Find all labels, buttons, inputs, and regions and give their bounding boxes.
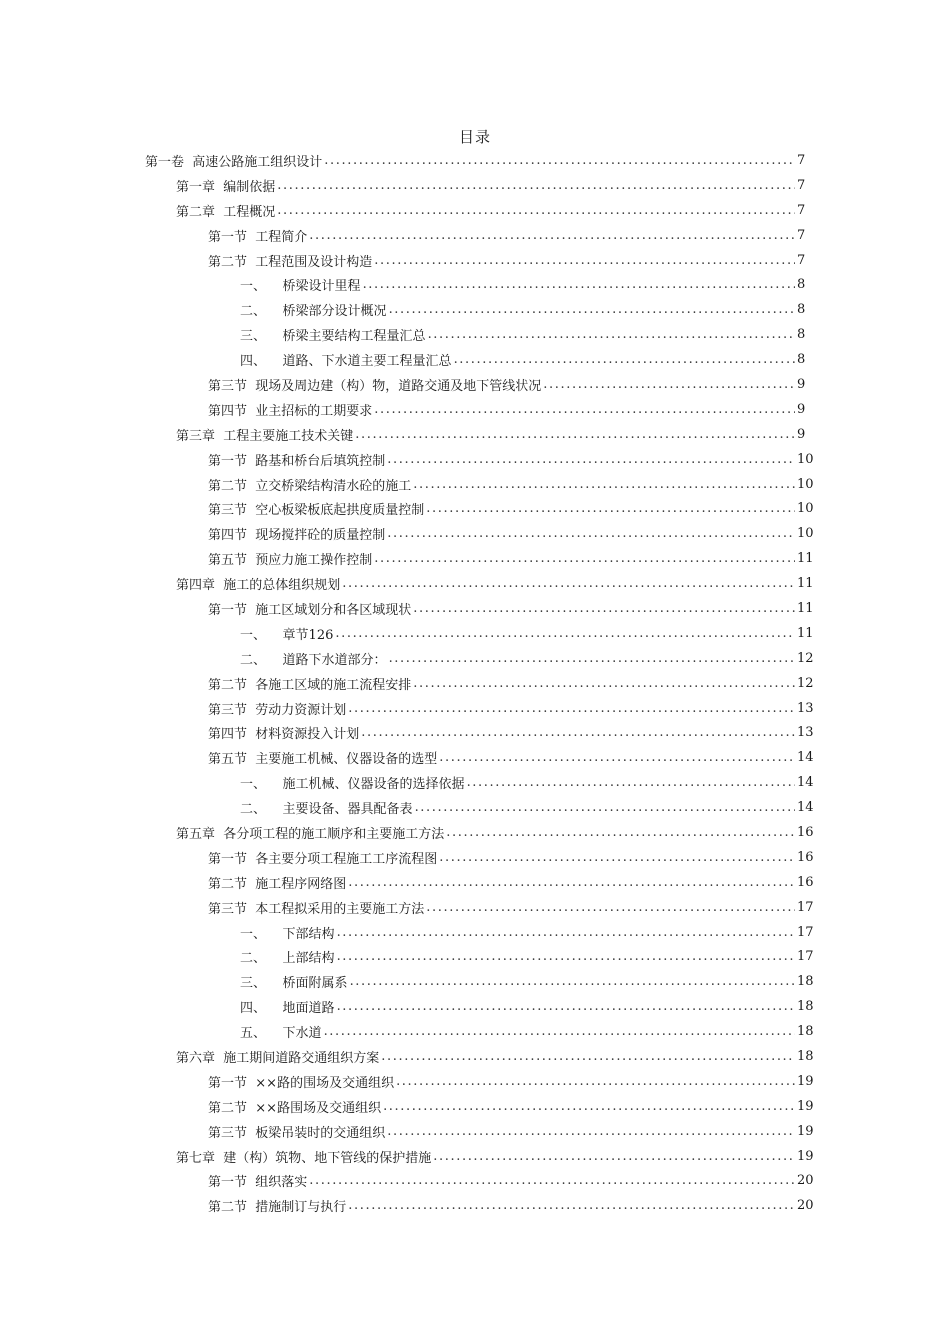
entry-number: 第四节 — [208, 403, 248, 419]
entry-title: 地面道路 — [282, 1001, 335, 1017]
dot-leader — [467, 775, 795, 790]
dot-leader — [348, 875, 795, 890]
entry-page-number: 19 — [797, 1148, 814, 1164]
entry-page-number: 10 — [797, 501, 814, 517]
dot-leader — [337, 949, 795, 964]
entry-gap — [247, 501, 255, 516]
entry-page-number: 10 — [797, 526, 814, 542]
entry-title: 桥面附属系 — [282, 976, 348, 992]
dot-leader — [309, 1173, 795, 1188]
toc-entry[interactable] — [0, 770, 950, 795]
entry-title: 主要施工机械、仪器设备的选型 — [255, 752, 438, 768]
entry-number: 第一节 — [208, 851, 248, 867]
entry-number: 第一节 — [208, 1075, 248, 1091]
entry-number: 第二节 — [208, 677, 248, 693]
entry-title: 施工机械、仪器设备的选择依据 — [282, 777, 465, 793]
entry-page-number: 17 — [797, 899, 814, 915]
entry-gap — [247, 551, 255, 566]
entry-title: 工程主要施工技术关键 — [223, 428, 354, 444]
entry-gap — [266, 974, 283, 989]
dot-leader — [363, 277, 795, 292]
entry-gap — [247, 377, 255, 392]
entry-page-number: 18 — [797, 1024, 814, 1040]
dot-leader — [337, 925, 795, 940]
toc-entry[interactable] — [0, 945, 950, 970]
toc-entry[interactable] — [0, 845, 950, 870]
entry-number: 二、 — [240, 951, 267, 967]
dot-leader — [381, 1049, 795, 1064]
entry-number: 二、 — [240, 802, 267, 818]
entry-gap — [247, 402, 255, 417]
entry-number: 第三节 — [208, 378, 248, 394]
entry-number: 第二节 — [208, 1100, 248, 1116]
entry-number: 五、 — [240, 1026, 267, 1042]
entry-page-number: 10 — [797, 451, 814, 467]
entry-page-number: 14 — [797, 775, 814, 791]
entry-gap — [247, 750, 255, 765]
toc-entry[interactable] — [0, 272, 950, 297]
toc-entry[interactable] — [0, 447, 950, 472]
dot-leader — [387, 526, 795, 541]
entry-page-number: 7 — [797, 152, 806, 168]
toc-entry[interactable] — [0, 1094, 950, 1119]
entry-title: 工程概况 — [223, 204, 276, 220]
dot-leader — [413, 676, 795, 691]
entry-gap — [247, 228, 255, 243]
entry-title: 下部结构 — [282, 926, 335, 942]
dot-leader — [361, 725, 795, 740]
toc-entry[interactable] — [0, 820, 950, 845]
entry-gap — [215, 1049, 223, 1064]
entry-title: 业主招标的工期要求 — [255, 403, 373, 419]
entry-number: 第三章 — [176, 428, 216, 444]
entry-page-number: 8 — [797, 302, 806, 318]
toc-entry[interactable] — [0, 920, 950, 945]
toc-entry[interactable] — [0, 248, 950, 273]
toc-entry[interactable] — [0, 571, 950, 596]
dot-leader — [355, 427, 795, 442]
entry-number: 第二章 — [176, 204, 216, 220]
dot-leader — [374, 402, 795, 417]
entry-page-number: 16 — [797, 824, 814, 840]
toc-entry[interactable] — [0, 646, 950, 671]
toc-entry[interactable] — [0, 795, 950, 820]
entry-title: 下水道 — [282, 1026, 322, 1042]
entry-gap — [215, 1149, 223, 1164]
toc-entry[interactable] — [0, 621, 950, 646]
entry-number: 第二节 — [208, 254, 248, 270]
entry-number: 第一节 — [208, 1175, 248, 1191]
entry-title: 预应力施工操作控制 — [255, 553, 373, 569]
entry-page-number: 17 — [797, 949, 814, 965]
entry-gap — [266, 277, 283, 292]
dot-leader — [454, 352, 795, 367]
entry-gap — [215, 576, 223, 591]
entry-title: 道路、下水道主要工程量汇总 — [282, 354, 452, 370]
entry-number: 一、 — [240, 926, 267, 942]
toc-entry[interactable] — [0, 870, 950, 895]
dot-leader — [348, 701, 795, 716]
entry-title: 组织落实 — [255, 1175, 308, 1191]
entry-number: 第三节 — [208, 1125, 248, 1141]
entry-title: 施工区域划分和各区域现状 — [255, 602, 412, 618]
entry-title: 路基和桥台后填筑控制 — [255, 453, 386, 469]
toc-entry[interactable] — [0, 720, 950, 745]
toc-title: 目录 — [458, 128, 491, 146]
entry-number: 第一节 — [208, 229, 248, 245]
entry-gap — [266, 999, 283, 1014]
entry-page-number: 11 — [797, 625, 814, 641]
toc-entry[interactable] — [0, 173, 950, 198]
toc-entry[interactable] — [0, 347, 950, 372]
entry-gap — [266, 1024, 283, 1039]
entry-gap — [247, 477, 255, 492]
dot-leader — [446, 825, 795, 840]
entry-title: 措施制订与执行 — [255, 1200, 347, 1216]
entry-page-number: 18 — [797, 974, 814, 990]
entry-page-number: 20 — [797, 1198, 814, 1214]
dot-leader — [277, 178, 795, 193]
toc-entry[interactable] — [0, 397, 950, 422]
entry-title: 施工程序网络图 — [255, 876, 347, 892]
toc-entry[interactable] — [0, 198, 950, 223]
entry-title: 建（构）筑物、地下管线的保护措施 — [223, 1150, 432, 1166]
entry-gap — [247, 1124, 255, 1139]
toc-entry[interactable] — [0, 994, 950, 1019]
dot-leader — [335, 626, 795, 641]
toc-entry[interactable] — [0, 297, 950, 322]
entry-title: 各施工区域的施工流程安排 — [255, 677, 412, 693]
entry-title: 上部结构 — [282, 951, 335, 967]
dot-leader — [324, 153, 795, 168]
toc-entry[interactable] — [0, 745, 950, 770]
entry-number: 第一章 — [176, 179, 216, 195]
dot-leader — [387, 452, 795, 467]
toc-entry[interactable] — [0, 148, 950, 173]
entry-page-number: 12 — [797, 650, 814, 666]
entry-title: 章节126 — [282, 627, 334, 643]
entry-page-number: 8 — [797, 277, 806, 293]
entry-title: 工程范围及设计构造 — [255, 254, 373, 270]
entry-title: 板梁吊装时的交通组织 — [255, 1125, 386, 1141]
toc-entry[interactable] — [0, 521, 950, 546]
dot-leader — [415, 800, 795, 815]
entry-number: 第二节 — [208, 876, 248, 892]
entry-title: 工程简介 — [255, 229, 308, 245]
entry-gap — [247, 253, 255, 268]
entry-title: ××路围场及交通组织 — [255, 1100, 382, 1116]
dot-leader — [350, 974, 795, 989]
entry-number: 第三节 — [208, 503, 248, 519]
entry-page-number: 10 — [797, 476, 814, 492]
entry-gap — [215, 825, 223, 840]
entry-number: 三、 — [240, 329, 267, 345]
entry-number: 第七章 — [176, 1150, 216, 1166]
entry-number: 第一节 — [208, 453, 248, 469]
entry-gap — [247, 875, 255, 890]
entry-number: 一、 — [240, 627, 267, 643]
toc-entry[interactable] — [0, 969, 950, 994]
entry-gap — [266, 327, 283, 342]
dot-leader — [543, 377, 795, 392]
entry-gap — [266, 925, 283, 940]
entry-number: 第一卷 — [145, 154, 185, 170]
entry-page-number: 7 — [797, 177, 806, 193]
entry-page-number: 8 — [797, 327, 806, 343]
entry-page-number: 9 — [797, 426, 806, 442]
entry-gap — [247, 1074, 255, 1089]
entry-page-number: 20 — [797, 1173, 814, 1189]
entry-gap — [266, 800, 283, 815]
entry-title: 本工程拟采用的主要施工方法 — [255, 901, 425, 917]
entry-number: 第四章 — [176, 578, 216, 594]
entry-number: 二、 — [240, 652, 267, 668]
entry-page-number: 13 — [797, 700, 814, 716]
entry-number: 第五节 — [208, 553, 248, 569]
entry-page-number: 7 — [797, 227, 806, 243]
entry-gap — [247, 452, 255, 467]
entry-number: 第四节 — [208, 528, 248, 544]
entry-page-number: 9 — [797, 401, 806, 417]
toc-list — [0, 148, 950, 1218]
dot-leader — [277, 203, 795, 218]
entry-page-number: 18 — [797, 999, 814, 1015]
entry-gap — [215, 178, 223, 193]
entry-gap — [266, 626, 283, 641]
toc-entry[interactable] — [0, 1069, 950, 1094]
dot-leader — [383, 1099, 795, 1114]
toc-entry[interactable] — [0, 1019, 950, 1044]
entry-page-number: 19 — [797, 1098, 814, 1114]
entry-number: 第二节 — [208, 1200, 248, 1216]
toc-entry[interactable] — [0, 1169, 950, 1194]
entry-gap — [247, 725, 255, 740]
entry-page-number: 16 — [797, 874, 814, 890]
entry-gap — [247, 526, 255, 541]
toc-entry[interactable] — [0, 223, 950, 248]
dot-leader — [324, 1024, 795, 1039]
entry-page-number: 19 — [797, 1073, 814, 1089]
entry-title: 空心板梁板底起拱度质量控制 — [255, 503, 425, 519]
entry-gap — [215, 427, 223, 442]
toc-entry[interactable] — [0, 895, 950, 920]
entry-gap — [247, 850, 255, 865]
toc-entry[interactable] — [0, 1193, 950, 1218]
toc-entry[interactable] — [0, 1044, 950, 1069]
entry-gap — [266, 302, 283, 317]
dot-leader — [374, 551, 795, 566]
toc-entry[interactable] — [0, 496, 950, 521]
entry-gap — [247, 900, 255, 915]
entry-title: 主要设备、器具配备表 — [282, 802, 413, 818]
entry-title: 材料资源投入计划 — [255, 727, 360, 743]
entry-title: 施工的总体组织规划 — [223, 578, 341, 594]
dot-leader — [337, 999, 795, 1014]
toc-entry[interactable] — [0, 1119, 950, 1144]
entry-page-number: 9 — [797, 376, 806, 392]
toc-entry[interactable] — [0, 696, 950, 721]
entry-page-number: 11 — [797, 551, 814, 567]
entry-title: 编制依据 — [223, 179, 276, 195]
entry-number: 四、 — [240, 354, 267, 370]
entry-gap — [247, 1099, 255, 1114]
entry-gap — [266, 949, 283, 964]
dot-leader — [396, 1074, 795, 1089]
entry-number: 一、 — [240, 777, 267, 793]
entry-gap — [247, 701, 255, 716]
entry-title: 桥梁设计里程 — [282, 279, 361, 295]
dot-leader — [433, 1149, 795, 1164]
dot-leader — [426, 501, 795, 516]
entry-gap — [266, 651, 283, 666]
entry-title: 立交桥梁结构清水砼的施工 — [255, 478, 412, 494]
dot-leader — [374, 253, 795, 268]
dot-leader — [389, 651, 795, 666]
entry-title: 施工期间道路交通组织方案 — [223, 1051, 380, 1066]
entry-page-number: 12 — [797, 675, 814, 691]
entry-number: 二、 — [240, 304, 267, 320]
entry-page-number: 14 — [797, 750, 814, 766]
dot-leader — [387, 1124, 795, 1139]
dot-leader — [389, 302, 795, 317]
toc-entry[interactable] — [0, 472, 950, 497]
entry-gap — [266, 775, 283, 790]
entry-page-number: 11 — [797, 576, 814, 592]
entry-number: 四、 — [240, 1001, 267, 1017]
toc-entry[interactable] — [0, 422, 950, 447]
dot-leader — [428, 327, 795, 342]
entry-title: 各分项工程的施工顺序和主要施工方法 — [223, 826, 445, 842]
entry-number: 第一节 — [208, 602, 248, 618]
entry-page-number: 17 — [797, 924, 814, 940]
entry-title: 道路下水道部分： — [282, 652, 387, 668]
dot-leader — [413, 601, 795, 616]
dot-leader — [309, 228, 795, 243]
dot-leader — [439, 850, 795, 865]
entry-number: 一、 — [240, 279, 267, 295]
entry-title: 桥梁主要结构工程量汇总 — [282, 329, 426, 345]
entry-number: 第五节 — [208, 752, 248, 768]
entry-gap — [247, 1198, 255, 1213]
dot-leader — [439, 750, 795, 765]
toc-entry[interactable] — [0, 546, 950, 571]
entry-gap — [247, 1173, 255, 1188]
toc-entry[interactable] — [0, 1144, 950, 1169]
entry-page-number: 8 — [797, 352, 806, 368]
entry-page-number: 19 — [797, 1123, 814, 1139]
dot-leader — [426, 900, 795, 915]
entry-gap — [247, 676, 255, 691]
entry-title: 桥梁部分设计概况 — [282, 304, 387, 320]
dot-leader — [342, 576, 795, 591]
entry-gap — [184, 153, 192, 168]
toc-entry[interactable] — [0, 596, 950, 621]
toc-entry[interactable] — [0, 671, 950, 696]
entry-gap — [266, 352, 283, 367]
entry-page-number: 7 — [797, 252, 806, 268]
entry-number: 第四节 — [208, 727, 248, 743]
entry-page-number: 14 — [797, 800, 814, 816]
entry-number: 第二节 — [208, 478, 248, 494]
entry-number: 第三节 — [208, 702, 248, 718]
entry-page-number: 18 — [797, 1049, 814, 1064]
entry-number: 第三节 — [208, 901, 248, 917]
entry-title: 现场及周边建（构）物，道路交通及地下管线状况 — [255, 378, 542, 394]
entry-number: 第六章 — [176, 1051, 216, 1066]
entry-page-number: 16 — [797, 849, 814, 865]
entry-title: ××路的围场及交通组织 — [255, 1075, 395, 1091]
entry-number: 第五章 — [176, 826, 216, 842]
toc-entry[interactable] — [0, 322, 950, 347]
entry-page-number: 13 — [797, 725, 814, 741]
entry-title: 各主要分项工程施工工序流程图 — [255, 851, 438, 867]
entry-title: 现场搅拌砼的质量控制 — [255, 528, 386, 544]
toc-entry[interactable] — [0, 372, 950, 397]
entry-gap — [247, 601, 255, 616]
entry-title: 劳动力资源计划 — [255, 702, 347, 718]
entry-page-number: 11 — [797, 600, 814, 616]
dot-leader — [348, 1198, 795, 1213]
entry-title: 高速公路施工组织设计 — [192, 154, 323, 170]
dot-leader — [413, 477, 795, 492]
entry-page-number: 7 — [797, 202, 806, 218]
entry-number: 三、 — [240, 976, 267, 992]
entry-gap — [215, 203, 223, 218]
